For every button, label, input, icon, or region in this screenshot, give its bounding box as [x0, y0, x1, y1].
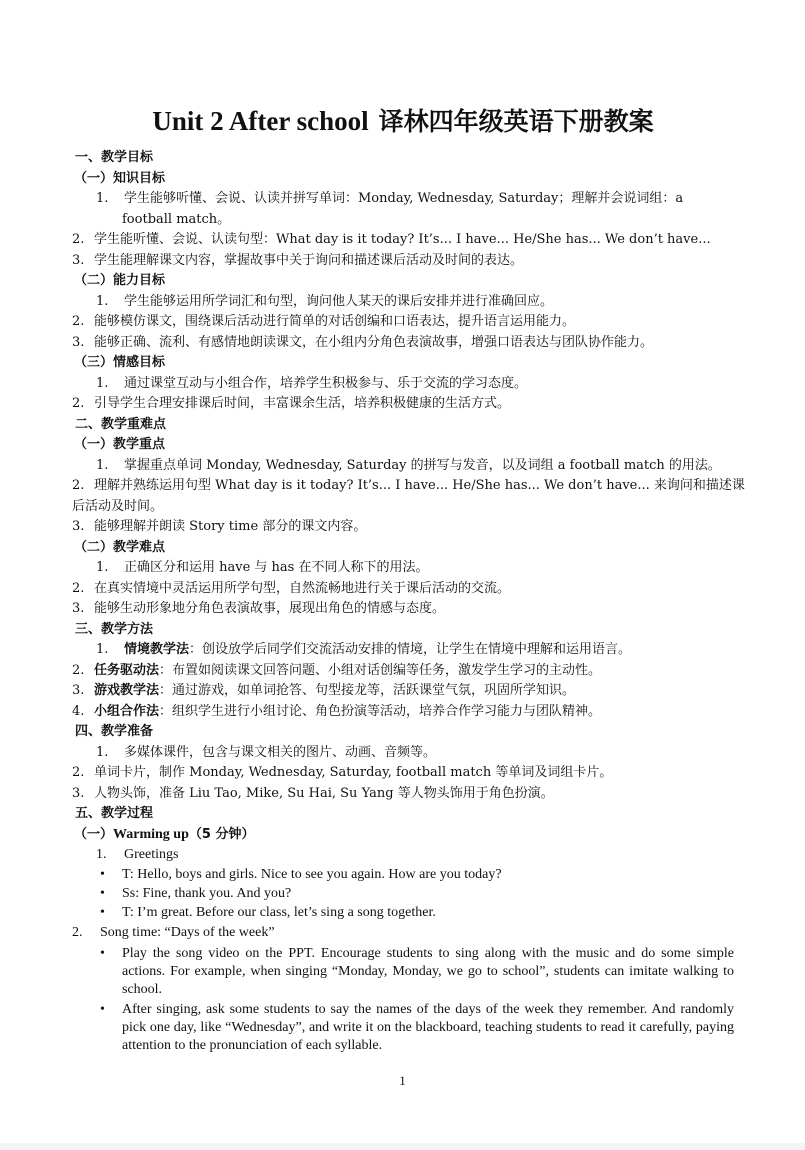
- bullet-item: • T: I’m great. Before our class, let’s sing a song together.: [100, 904, 436, 920]
- list-item: 3. 能够正确、流利、有感情地朗读课文，在小组内分角色表演故事，增强口语表达与团队协作能力。: [72, 334, 654, 350]
- subsection-heading: （一）教学重点: [74, 437, 166, 452]
- list-item-continuation: 后活动及时间。: [72, 498, 164, 514]
- list-item: 1. 正确区分和运用 have 与 has 在不同人称下的用法。: [96, 560, 429, 575]
- section-heading: 三、教学方法: [75, 621, 154, 637]
- page-number: 1: [399, 1073, 406, 1088]
- subsection-heading: （二）能力目标: [74, 273, 166, 288]
- list-item: 2. Song time: “Days of the week”: [72, 924, 275, 940]
- list-item: 3. 能够生动形象地分角色表演故事，展现出角色的情感与态度。: [72, 601, 446, 616]
- list-item: 1. 通过课堂互动与小组合作，培养学生积极参与、乐于交流的学习态度。: [96, 375, 528, 391]
- page-title: [72, 103, 734, 140]
- bullet-item: • T: Hello, boys and girls. Nice to see you again. How are you today?: [100, 866, 502, 882]
- list-item-continuation: football match。: [122, 211, 231, 227]
- section-heading: 二、教学重难点: [75, 416, 167, 432]
- list-item: 2. 能够模仿课文，围绕课后活动进行简单的对话创编和口语表达，提升语言运用能力。: [72, 314, 576, 329]
- list-item: 1. Greetings: [96, 847, 179, 862]
- bullet-item: • Ss: Fine, thank you. And you?: [100, 885, 292, 901]
- subsection-heading: （一）Warming up（5 分钟）: [74, 826, 255, 842]
- list-item: 1. 多媒体课件，包含与课文相关的图片、动画、音频等。: [96, 744, 437, 760]
- subsection-heading: （三）情感目标: [74, 355, 166, 370]
- list-item: 1. 学生能够运用所学词汇和句型，询问他人某天的课后安排并进行准确回应。: [96, 293, 554, 309]
- list-item: 3. 人物头饰，准备 Liu Tao, Mike, Su Hai, Su Yang 等人物头饰用于角色扮演。: [72, 785, 554, 801]
- list-item: 1. 情境教学法：创设放学后同学们交流活动安排的情境，让学生在情境中理解和运用语言。: [96, 642, 632, 657]
- title-english: Unit 2 After school: [152, 106, 369, 136]
- section-heading: 五、教学过程: [75, 806, 154, 821]
- list-item: 2. 单词卡片，制作 Monday, Wednesday, Saturday, football match 等单词及词组卡片。: [72, 765, 613, 780]
- title-chinese: 译林四年级英语下册教案: [378, 107, 654, 136]
- list-item: 1. 学生能够听懂、会说、认读并拼写单词：Monday, Wednesday, Saturday；理解并会说词组：a: [96, 191, 684, 206]
- bullet-item: • After singing, ask some students to say the names of the days of the week they remember. And randomly pick one day, like “Wednesday”, and write it on the blackboard, teaching students to read it carefully, paying attention to the pronunciation of each syllable.: [100, 1002, 734, 1053]
- list-item: 4. 小组合作法：组织学生进行小组讨论、角色扮演等活动，培养合作学习能力与团队精神。: [72, 703, 602, 719]
- list-item: 3. 游戏教学法：通过游戏，如单词抢答、句型接龙等，活跃课堂气氛，巩固所学知识。: [72, 683, 576, 698]
- list-item: 3. 学生能理解课文内容，掌握故事中关于询问和描述课后活动及时间的表达。: [72, 252, 524, 268]
- subsection-heading: （二）教学难点: [74, 539, 166, 555]
- list-item: 2. 引导学生合理安排课后时间，丰富课余生活，培养积极健康的生活方式。: [72, 396, 511, 411]
- subsection-heading: （一）知识目标: [74, 170, 166, 186]
- list-item: 2. 理解并熟练运用句型 What day is it today? It’s... I have... He/She has... We don’t have... 来询问和描述课: [72, 478, 745, 493]
- list-item: 1. 掌握重点单词 Monday, Wednesday, Saturday 的拼写与发音，以及词组 a football match 的用法。: [96, 457, 721, 473]
- document-body: [72, 103, 745, 1056]
- list-item: 3. 能够理解并朗读 Story time 部分的课文内容。: [72, 519, 367, 534]
- section-heading: 四、教学准备: [75, 724, 154, 739]
- bullet-item: • Play the song video on the PPT. Encourage students to sing along with the music and do some simple actions. For example, when singing “Monday, Monday, we go to school”, students can imitate walking to school.: [100, 946, 734, 997]
- list-item: 2. 在真实情境中灵活运用所学句型，自然流畅地进行关于课后活动的交流。: [72, 580, 511, 596]
- list-item: 2. 学生能听懂、会说、认读句型：What day is it today? It’s... I have... He/She has... We don’t have...: [72, 232, 711, 247]
- list-item: 2. 任务驱动法：布置如阅读课文回答问题、小组对话创编等任务，激发学生学习的主动性。: [72, 662, 602, 678]
- section-heading: 一、教学目标: [75, 150, 154, 165]
